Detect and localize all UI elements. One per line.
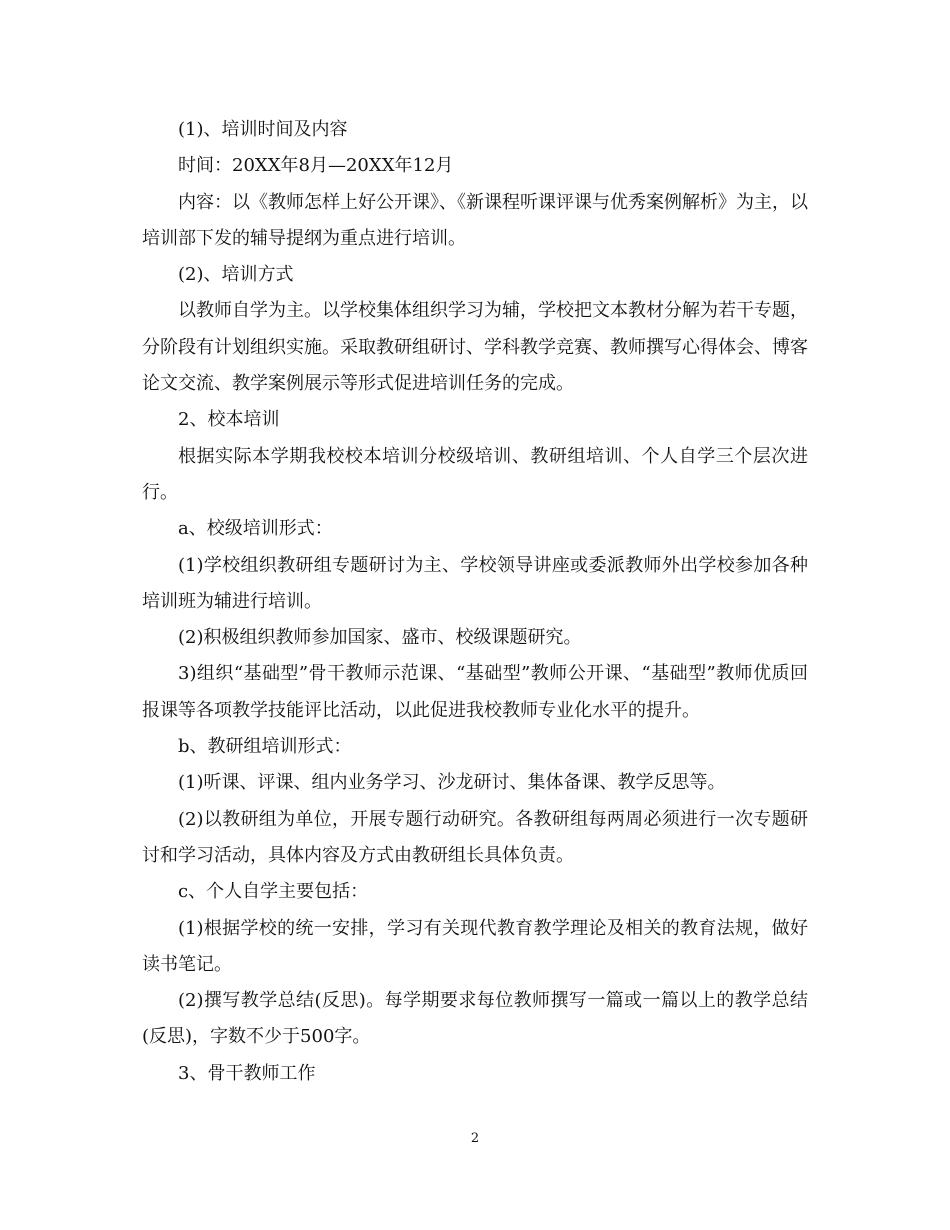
paragraph-group-training-2: (2)以教研组为单位，开展专题行动研究。各教研组每两周必须进行一次专题研讨和学习活动，具体内容及方式由教研组长具体负责。	[142, 808, 808, 866]
paragraph-self-study-2: (2)撰写教学总结(反思)。每学期要求每位教师撰写一篇或一篇以上的教学总结(反思)，字数不少于500字。	[142, 990, 808, 1048]
paragraph-self-study-1: (1)根据学校的统一安排，学习有关现代教育教学理论及相关的教育法规，做好读书笔记。	[142, 917, 808, 975]
paragraph-school-level-1: (1)学校组织教研组专题研讨为主、学校领导讲座或委派教师外出学校参加各种培训班为辅进行培训。	[142, 554, 808, 612]
paragraph-school-level-3: 3)组织“基础型”骨干教师示范课、“基础型”教师公开课、“基础型”教师优质回报课等各项教学技能评比活动，以此促进我校教师专业化水平的提升。	[142, 663, 808, 721]
paragraph-key-teacher-heading: 3、骨干教师工作	[178, 1062, 316, 1084]
page-number: 2	[470, 1131, 480, 1146]
paragraph-training-method: 以教师自学为主。以学校集体组织学习为辅，学校把文本教材分解为若干专题，分阶段有计划组织实施。采取教研组研讨、学科教学竞赛、教师撰写心得体会、博客论文交流、教学案例展示等形式促进培训任务的完成。	[142, 300, 808, 395]
paragraph-self-study-heading: c、个人自学主要包括：	[178, 881, 369, 903]
paragraph-school-level-2: (2)积极组织教师参加国家、盛市、校级课题研究。	[178, 627, 582, 649]
document-body	[142, 112, 808, 1092]
paragraph-school-training-heading: 2、校本培训	[178, 409, 280, 431]
paragraph-content: 内容：以《教师怎样上好公开课》、《新课程听课评课与优秀案例解析》为主，以培训部下发的辅导提纲为重点进行培训。	[142, 191, 808, 249]
paragraph-training-method-heading: (2)、培训方式	[178, 264, 294, 286]
paragraph-time: 时间：20XX年8月—20XX年12月	[178, 155, 454, 177]
paragraph-school-level-heading: a、校级培训形式：	[178, 518, 333, 540]
paragraph-group-training-1: (1)听课、评课、组内业务学习、沙龙研讨、集体备课、教学反思等。	[178, 772, 726, 794]
paragraph-training-time-content: (1)、培训时间及内容	[178, 119, 348, 140]
paragraph-group-training-heading: b、教研组培训形式：	[178, 736, 352, 758]
paragraph-school-training: 根据实际本学期我校校本培训分校级培训、教研组培训、个人自学三个层次进行。	[142, 445, 808, 503]
